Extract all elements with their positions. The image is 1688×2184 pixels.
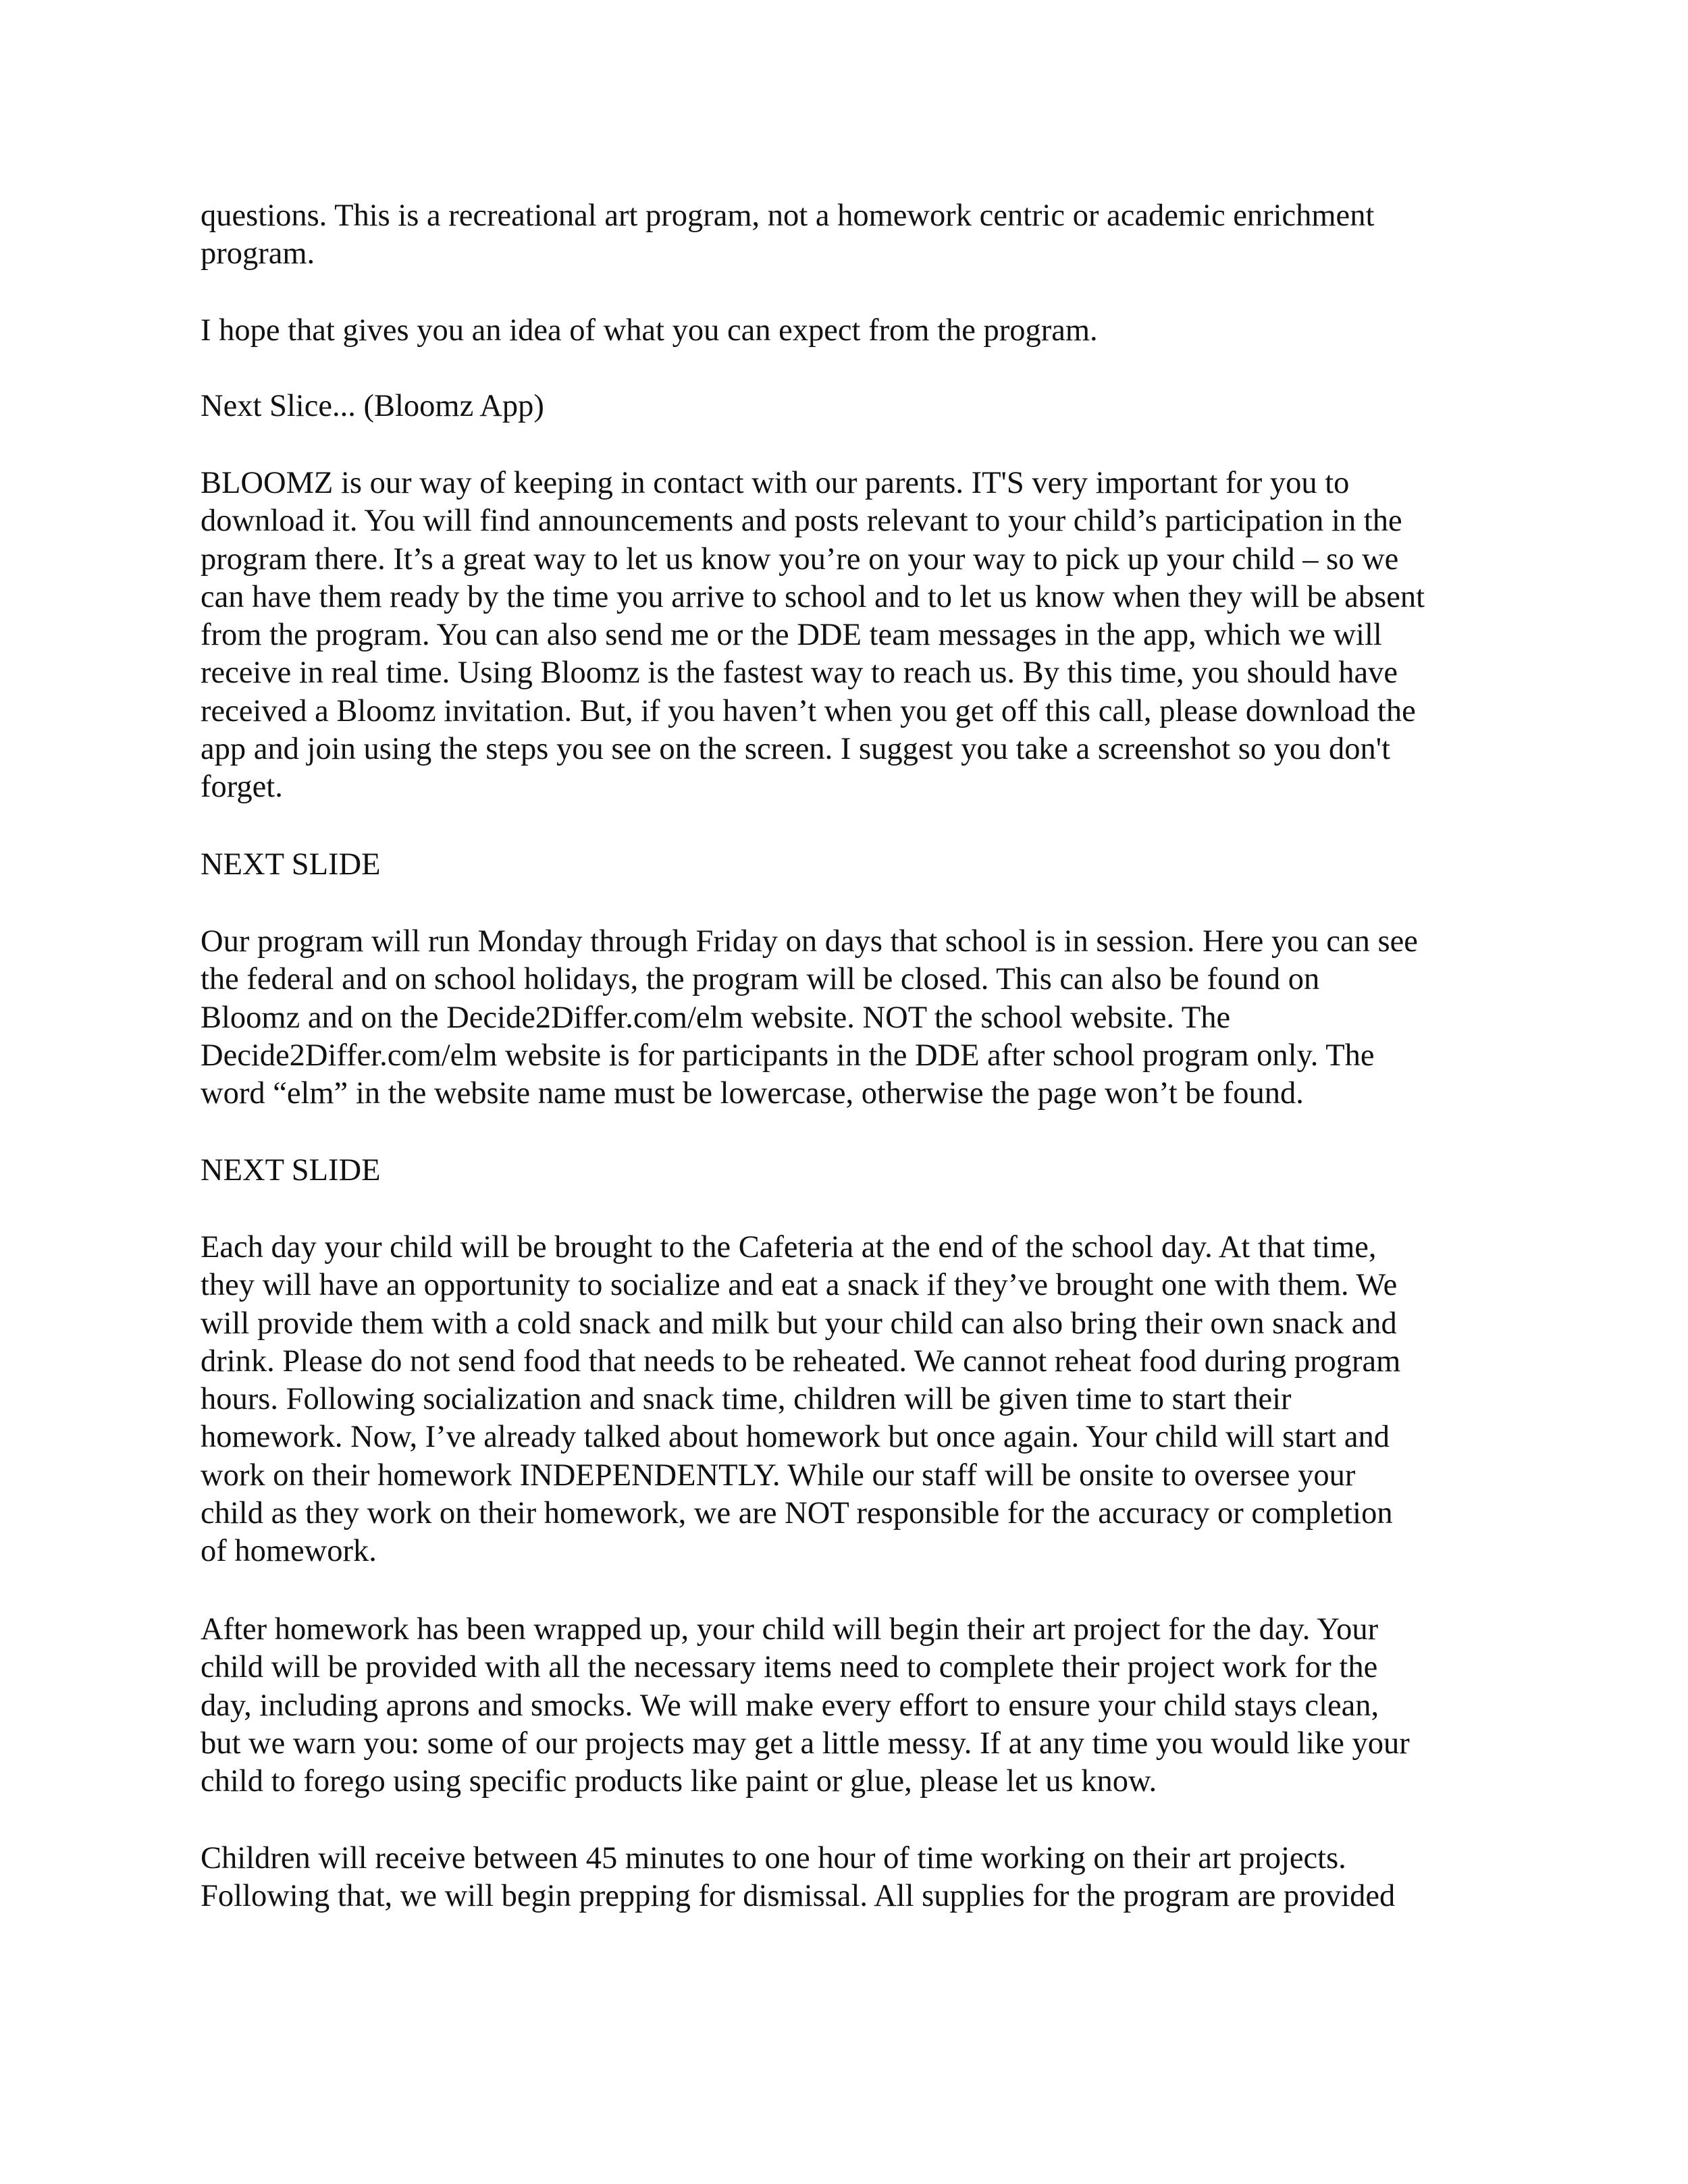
heading-next-slide: [201, 1152, 1497, 1190]
text-line: receive in real time. Using Bloomz is the fastest way to reach us. By this time, you should have: [201, 656, 1398, 691]
text-line: I hope that gives you an idea of what you can expect from the program.: [201, 313, 1098, 348]
text-line: Bloomz and on the Decide2Differ.com/elm website. NOT the school website. The: [201, 1000, 1231, 1035]
text-line: Next Slice... (Bloomz App): [201, 389, 544, 423]
text-line: received a Bloomz invitation. But, if you haven’t when you get off this call, please download the: [201, 693, 1416, 728]
text-line: After homework has been wrapped up, your child will begin their art project for the day. Your: [201, 1612, 1379, 1647]
text-line: NEXT SLIDE: [201, 1153, 381, 1188]
text-line: word “elm” in the website name must be lowercase, otherwise the page won’t be found.: [201, 1076, 1304, 1111]
paragraph-daily-routine: [201, 1229, 1497, 1571]
paragraph-art-project: [201, 1611, 1497, 1801]
text-line: hours. Following socialization and snack time, children will be given time to start their: [201, 1382, 1292, 1417]
text-line: forget.: [201, 770, 283, 805]
paragraph-program-expectations: [201, 312, 1497, 350]
text-line: child as they work on their homework, we are NOT responsible for the accuracy or completion: [201, 1496, 1393, 1531]
paragraph-dismissal: [201, 1840, 1497, 1916]
text-line: download it. You will find announcements and posts relevant to your child’s participation in the: [201, 504, 1402, 539]
text-line: app and join using the steps you see on the screen. I suggest you take a screenshot so you don't: [201, 732, 1391, 767]
paragraph-bloomz: [201, 464, 1497, 807]
text-line: work on their homework INDEPENDENTLY. While our staff will be onsite to oversee your: [201, 1458, 1356, 1493]
paragraph-schedule: [201, 923, 1497, 1113]
text-line: day, including aprons and smocks. We will make every effort to ensure your child stays clean,: [201, 1688, 1379, 1723]
text-line: drink. Please do not send food that needs to be reheated. We cannot reheat food during program: [201, 1343, 1401, 1379]
text-line: they will have an opportunity to socialize and eat a snack if they’ve brought one with them. We: [201, 1268, 1398, 1303]
text-line: child will be provided with all the necessary items need to complete their project work for the: [201, 1650, 1378, 1685]
text-line: Each day your child will be brought to the Cafeteria at the end of the school day. At that time,: [201, 1230, 1377, 1264]
paragraph-homework-note: [201, 197, 1497, 273]
text-line: of homework.: [201, 1534, 377, 1569]
text-line: BLOOMZ is our way of keeping in contact with our parents. IT'S very important for you to: [201, 466, 1350, 500]
text-line: will provide them with a cold snack and milk but your child can also bring their own snack and: [201, 1306, 1397, 1341]
text-line: program there. It’s a great way to let us know you’re on your way to pick up your child – so we: [201, 541, 1399, 577]
text-line: NEXT SLIDE: [201, 847, 381, 882]
heading-next-slide: [201, 846, 1497, 884]
text-line: Decide2Differ.com/elm website is for participants in the DDE after school program only. The: [201, 1038, 1375, 1073]
heading-next-slice-bloomz: [201, 388, 1497, 425]
text-line: questions. This is a recreational art program, not a homework centric or academic enrichment: [201, 198, 1375, 233]
text-line: child to forego using specific products like paint or glue, please let us know.: [201, 1764, 1157, 1799]
text-line: the federal and on school holidays, the program will be closed. This can also be found on: [201, 962, 1320, 997]
text-line: Following that, we will begin prepping for dismissal. All supplies for the program are provided: [201, 1879, 1396, 1914]
text-line: can have them ready by the time you arrive to school and to let us know when they will be absent: [201, 579, 1425, 614]
text-line: Children will receive between 45 minutes to one hour of time working on their art projects.: [201, 1841, 1346, 1875]
text-line: Our program will run Monday through Friday on days that school is in session. Here you can see: [201, 924, 1418, 959]
text-line: homework. Now, I’ve already talked about homework but once again. Your child will start and: [201, 1420, 1390, 1455]
text-line: program.: [201, 236, 315, 271]
text-line: but we warn you: some of our projects may get a little messy. If at any time you would like your: [201, 1726, 1410, 1761]
text-line: from the program. You can also send me or the DDE team messages in the app, which we will: [201, 618, 1382, 653]
